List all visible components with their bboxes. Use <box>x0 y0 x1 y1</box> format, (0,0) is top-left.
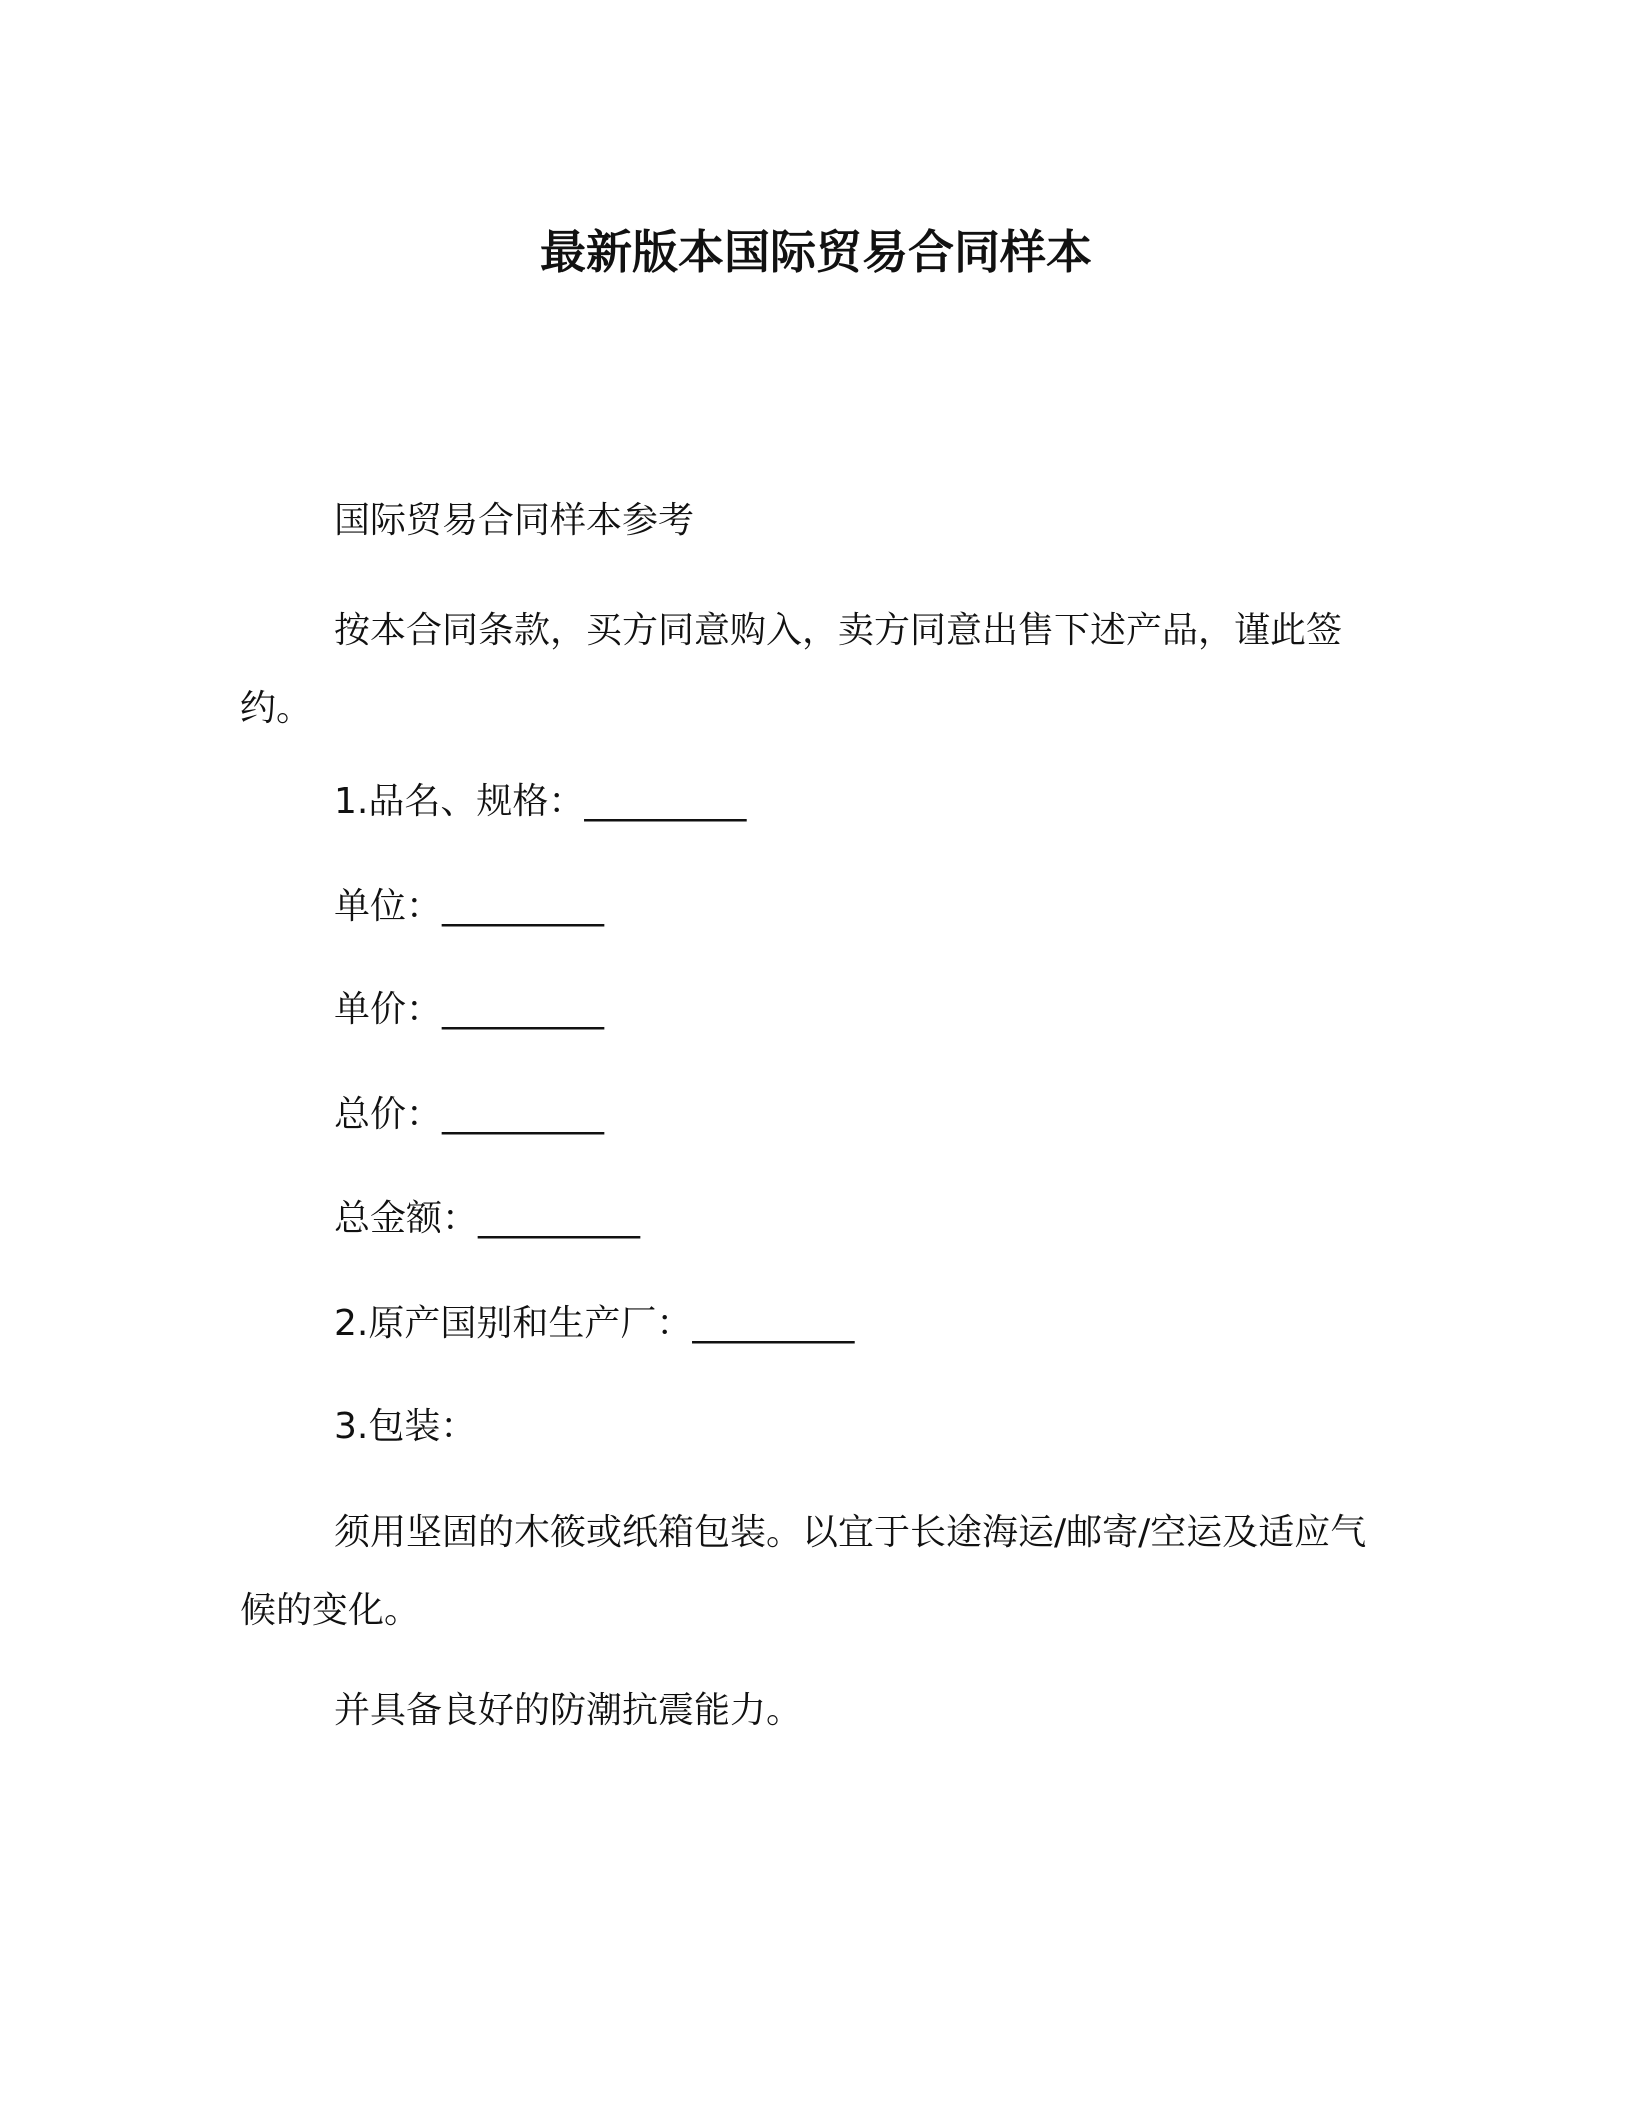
document-title: 最新版本国际贸易合同样本 <box>540 225 1092 279</box>
paragraph-reference: 国际贸易合同样本参考 <box>334 500 695 541</box>
paragraph-total-amount: 总金额：_________ <box>334 1198 641 1239</box>
paragraph-unit-price: 单价：_________ <box>334 989 605 1030</box>
paragraph-unit: 单位：_________ <box>334 886 605 927</box>
paragraph-packaging-requirements: 须用坚固的木筱或纸箱包装。以宜于长途海运/邮寄/空运及适应气候的变化。 <box>240 1512 1367 1631</box>
paragraph-origin-manufacturer: 2.原产国别和生产厂：_________ <box>334 1303 855 1344</box>
paragraph-product-spec: 1.品名、规格：_________ <box>334 781 747 822</box>
paragraph-total-price: 总价：_________ <box>334 1094 605 1135</box>
paragraph-agreement: 按本合同条款，买方同意购入，卖方同意出售下述产品，谨此签约。 <box>240 610 1343 729</box>
paragraph-moisture-shock: 并具备良好的防潮抗震能力。 <box>334 1690 803 1731</box>
paragraph-packaging-heading: 3.包装： <box>334 1406 477 1447</box>
